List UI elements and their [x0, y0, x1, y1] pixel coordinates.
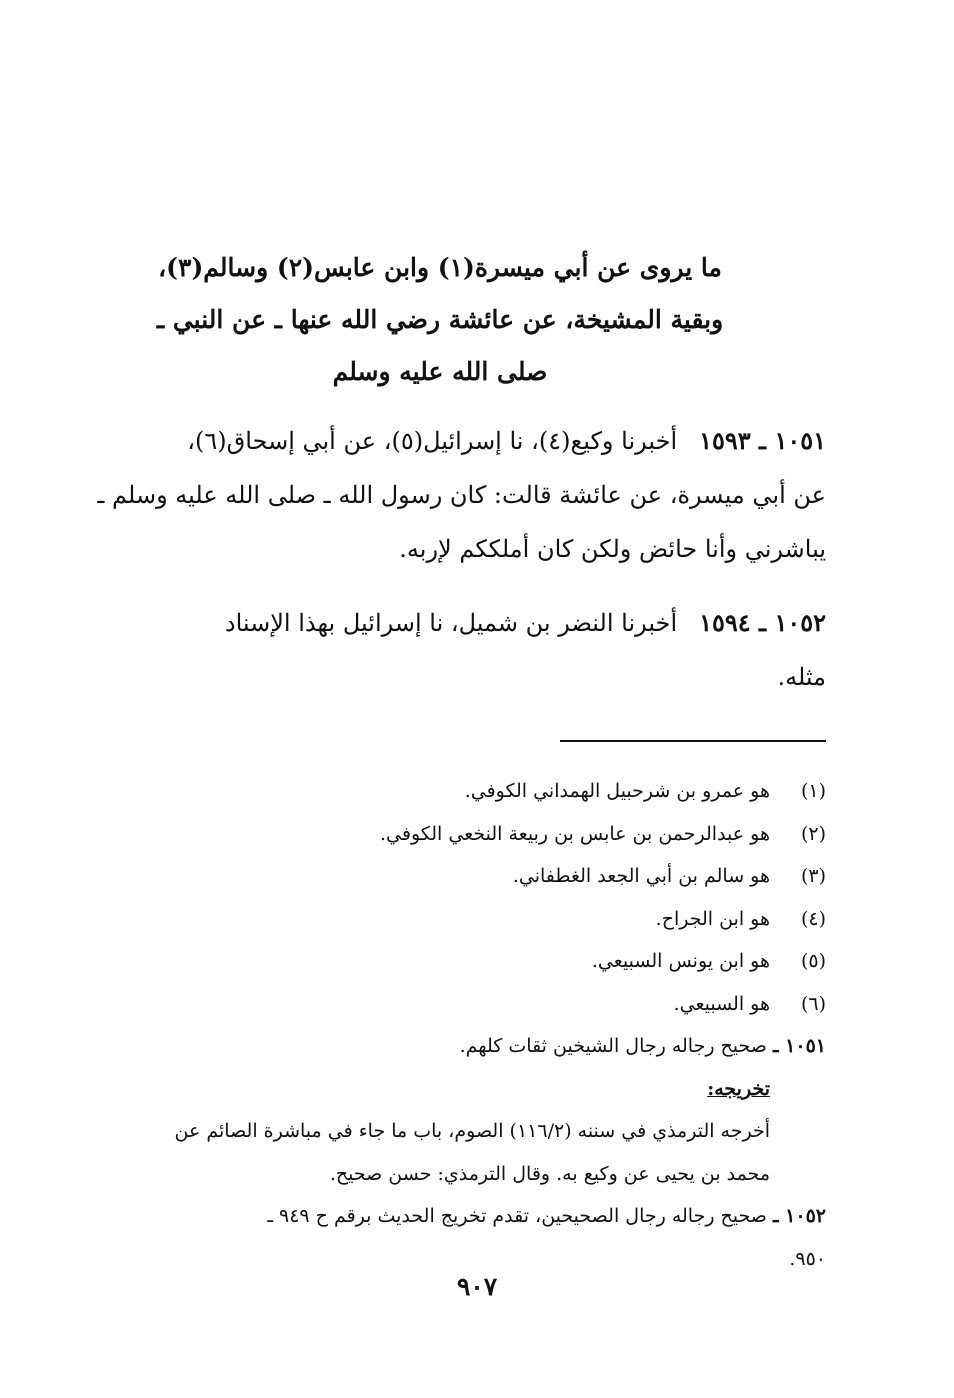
footnote-mark: (٢) [800, 822, 826, 845]
footnote [126, 855, 826, 898]
grading-note-1051 [126, 1025, 826, 1068]
takhrij-heading: تخريجه: [707, 1077, 770, 1100]
footnote-text: هو ابن الجراح. [655, 907, 770, 930]
hadith-text: أخبرنا وكيع(٤)، نا إسرائيل(٥)، عن أبي إسحاق(٦)، [187, 427, 678, 455]
footnote-text: هو سالم بن أبي الجعد الغطفاني. [512, 865, 770, 887]
footnote-mark: (٥) [800, 950, 826, 972]
hadith-number: ١٠٥٢ ـ ١٥٩٤ [699, 608, 826, 637]
grading-text: صحيح رجاله رجال الشيخين ثقات كلهم. [459, 1035, 767, 1057]
chapter-heading-line: صلى الله عليه وسلم [332, 357, 548, 386]
footnote-mark: (٤) [800, 907, 826, 930]
chapter-heading-line: وبقية المشيخة، عن عائشة رضي الله عنها ـ عن النبي ـ [156, 305, 724, 334]
footnote [126, 898, 826, 941]
footnote-text: هو السبيعي. [673, 992, 770, 1015]
hadith-line: عن أبي ميسرة، عن عائشة قالت: كان رسول الله ـ صلى الله عليه وسلم ـ [97, 481, 826, 509]
grading-number: ١٠٥٢ ـ [772, 1205, 826, 1227]
hadith-line: مثله. [777, 663, 826, 691]
hadith-line [126, 596, 826, 650]
footnote-text: هو عمرو بن شرحبيل الهمداني الكوفي. [464, 780, 770, 802]
grading-number: ١٠٥١ ـ [772, 1035, 826, 1057]
footnotes-section [126, 770, 826, 1280]
takhrij-line: أخرجه الترمذي في سننه (١١٦/٢) الصوم، باب ما جاء في مباشرة الصائم عن [174, 1120, 770, 1142]
grading-text: صحيح رجاله رجال الصحيحين، تقدم تخريج الحديث برقم ح ٩٤٩ ـ [267, 1205, 767, 1227]
footnote [126, 940, 826, 983]
footnote-text: هو ابن يونس السبيعي. [591, 950, 770, 972]
hadith-1051 [97, 414, 826, 576]
footnote-divider [560, 740, 826, 742]
hadith-number: ١٠٥١ ـ ١٥٩٣ [699, 426, 826, 455]
grading-note-1052 [126, 1195, 826, 1238]
footnote-mark: (٣) [800, 865, 826, 887]
hadith-line [126, 414, 826, 468]
page-number: ٩٠٧ [456, 1272, 498, 1301]
chapter-heading [150, 242, 730, 398]
grading-note-1052-continued: ٩٥٠. [789, 1247, 826, 1270]
chapter-heading-line: ما يروى عن أبي ميسرة(١) وابن عابس(٢) وسالم(٣)، [158, 253, 722, 282]
footnote-mark: (٦) [800, 992, 826, 1015]
footnote [126, 813, 826, 856]
hadith-1052 [126, 596, 826, 704]
footnote [126, 983, 826, 1026]
footnote-mark: (١) [800, 780, 826, 802]
hadith-line: يباشرني وأنا حائض ولكن كان أملككم لإربه. [399, 535, 826, 563]
takhrij-line: محمد بن يحيى عن وكيع به. وقال الترمذي: حسن صحيح. [329, 1162, 770, 1185]
footnote [126, 770, 826, 813]
footnote-text: هو عبدالرحمن بن عابس بن ربيعة النخعي الكوفي. [380, 822, 770, 845]
hadith-text: أخبرنا النضر بن شميل، نا إسرائيل بهذا الإسناد [224, 609, 678, 637]
